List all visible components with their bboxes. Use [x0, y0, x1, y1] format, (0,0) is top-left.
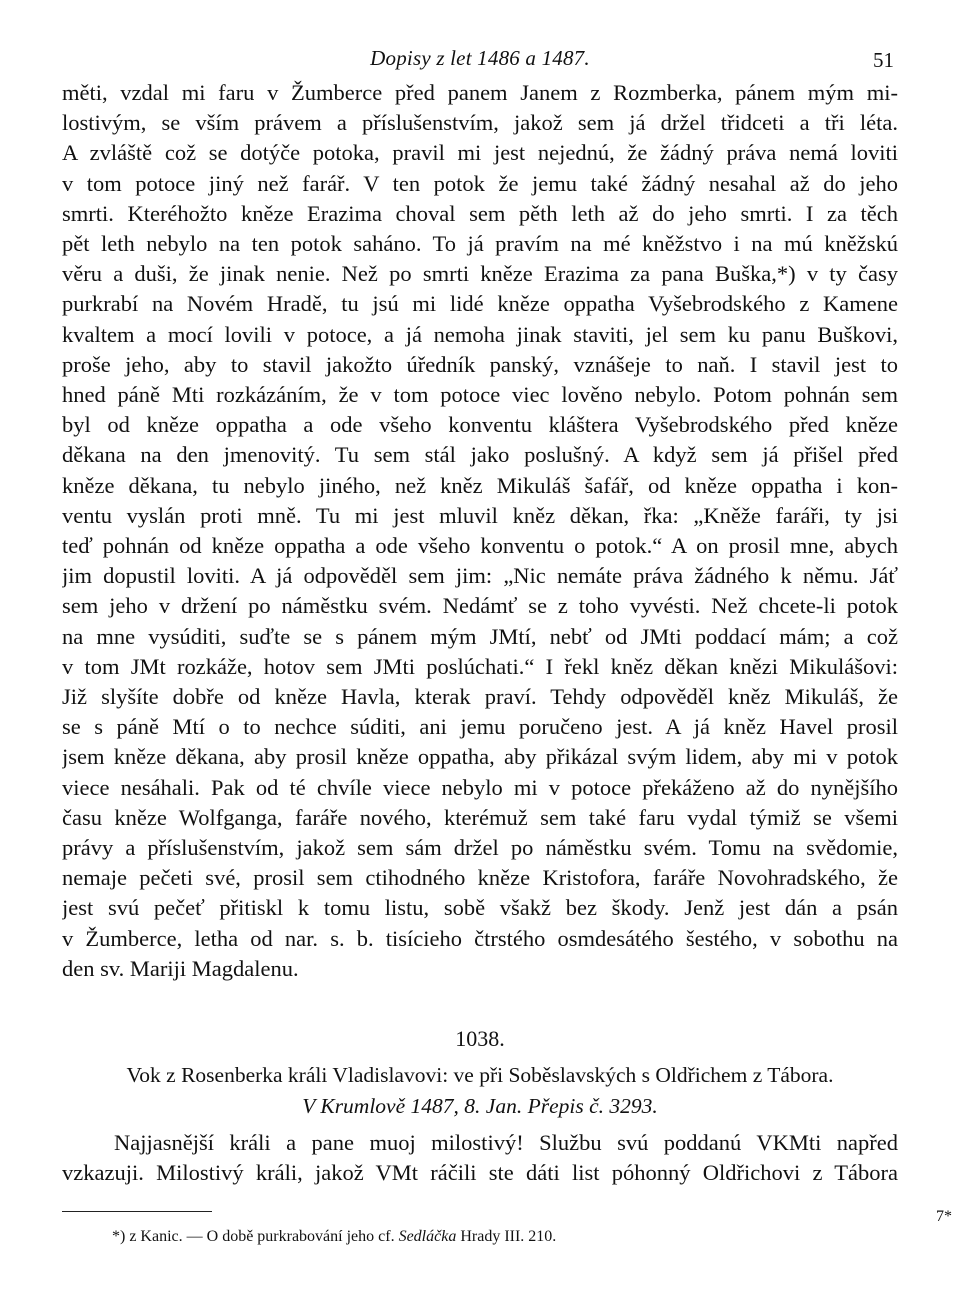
document-heading: Vok z Rosenberka králi Vladislavovi: ve při Soběslavských s Oldřichem z Tábora. — [126, 1063, 834, 1088]
body-line: měti, vzdal mi faru v Žumberce před panem Janem z Rozmberka, pánem mým mi- — [62, 80, 898, 105]
body-line: děkana na den jmenovitý. Tu sem stál jako poslušný. A když sem já přišel před — [62, 442, 898, 468]
body-line: Již slyšíte dobře od kněze Havla, kterak praví. Tehdy odpověděl kněz Mikuláš, že — [62, 684, 898, 710]
footnote — [62, 1226, 898, 1248]
body-line: nemaje pečeti své, prosil sem ctihodného kněze Kristofora, faráře Novohradského, že — [62, 865, 898, 891]
document-number: 1038. — [455, 1026, 505, 1052]
body-line: lostivým, se vším právem a příslušenstvím, jakož sem já držel třidceti a tři léta. — [62, 110, 898, 136]
body-line: jsem kněze děkana, aby prosil kněze oppatha, aby přikázal svým lidem, aby mi v potok — [62, 744, 898, 770]
body-line: v tom potoce jiný než farář. V ten potok že jemu také žádný nesahal až do jeho — [62, 170, 898, 196]
footnote-text: *) z Kanic. — O době purkrabování jeho cf. — [112, 1227, 395, 1245]
running-title: Dopisy z let 1486 a 1487. — [370, 46, 590, 70]
footnote-author: Sedláčka — [398, 1227, 457, 1245]
body-line: na mne vysúditi, suďte se s pánem mým JMtí, nebť od JMti poddací mám; a což — [62, 623, 898, 649]
signature-mark: 7* — [936, 1208, 952, 1225]
body-line: pět leth nebylo na ten potok saháno. To já pravím na mé kněžstvo i na mú kněžskú — [62, 231, 898, 257]
body-line: byl od kněze oppatha a ode všeho konventu kláštera Vyšebrodského před kněze — [62, 412, 898, 438]
body-line: ventu vyslán proti mně. Tu mi jest mluvil kněz děkan, řka: „Kněže faráři, ty jsi — [62, 502, 898, 528]
body-line: viece nesáhali. Pak od té chvíle viece nebylo mi v potoce překáženo až do nynějšího — [62, 774, 898, 800]
footnote-reference: Hrady III. 210. — [460, 1227, 557, 1245]
body-line: teď pohnán od kněze oppatha a ode všeho konventu o potok.“ A on prosil mne, abych — [62, 533, 898, 559]
body-line: času kněze Wolfganga, faráře nového, kterémuž sem také faru vydal týmiž se všemi — [62, 804, 898, 830]
body-line: se s páně Mtí o to nechce súditi, ani jemu poručeno jest. A já kněz Havel prosil — [62, 714, 898, 740]
body-line: kněze děkana, tu nebylo jiného, než kněz Mikuláš šafář, od kněze oppatha i kon- — [62, 472, 898, 498]
body-line: v tom JMt rozkáže, hotov sem JMti poslúchati.“ I řekl kněz děkan knězi Mikulášovi: — [62, 653, 898, 679]
body-text — [62, 78, 898, 984]
body-line: právy a příslušenstvím, jakož sem sám držel po náměstku svém. Tomu na svědomie, — [62, 835, 898, 861]
page — [62, 38, 898, 1248]
document-dateline: V Krumlově 1487, 8. Jan. Přepis č. 3293. — [302, 1094, 658, 1119]
body-line: purkrabí na Novém Hradě, tu jsú mi lidé kněze oppatha Vyšebrodského z Kamene — [62, 291, 898, 317]
body-line: hned páně Mti rozkázáním, že v tom potoce viec lověno nebylo. Potom pohnán sem — [62, 382, 898, 408]
footnote-rule — [62, 1211, 212, 1212]
body-line: proše jeho, aby to stavil jakožto úředník panský, vznášeje to naň. I stavil jest to — [62, 351, 898, 377]
body-line: sem jeho v držení po náměstku svém. Nedámť se z toho vyvésti. Než chcete-li potok — [62, 593, 898, 619]
running-head — [62, 38, 898, 78]
body-line: jest svú pečeť přitiskl k tomu listu, sobě všakž bez škody. Jenž jest dán a psán — [62, 895, 898, 921]
body-line: kvaltem a mocí lovili v potoce, a já nemoha jinak staviti, jel sem ku panu Buškovi, — [62, 321, 898, 347]
body-line: jim dopustil loviti. A já odpověděl sem jim: „Nic nemáte práva žádného k němu. Jáť — [62, 563, 898, 589]
letter-line: vzkazuji. Milostivý králi, jakož VMt ráčili ste dáti list póhonný Oldřichovi z Tábora — [62, 1160, 898, 1186]
body-line: den sv. Mariji Magdalenu. — [62, 955, 299, 981]
body-line: v Žumberce, letha od nar. s. b. tisícieho čtrstého osmdesátého šestého, v sobothu na — [62, 925, 898, 951]
page-number: 51 — [873, 48, 894, 72]
letter-text — [62, 1128, 898, 1188]
body-line: smrti. Kteréhožto kněze Erazima choval sem pěth leth až do jeho smrti. I za těch — [62, 200, 898, 226]
body-line: věru a duši, že jinak nenie. Než po smrti kněze Erazima za pana Buška,*) v ty časy — [62, 261, 898, 287]
body-line: A zvláště což se dotýče potoka, pravil mi jest nejednú, že žádný práva nemá loviti — [62, 140, 898, 166]
letter-line: Najjasnější králi a pane muoj milostivý! Službu svú poddanú VKMti napřed — [114, 1130, 898, 1156]
